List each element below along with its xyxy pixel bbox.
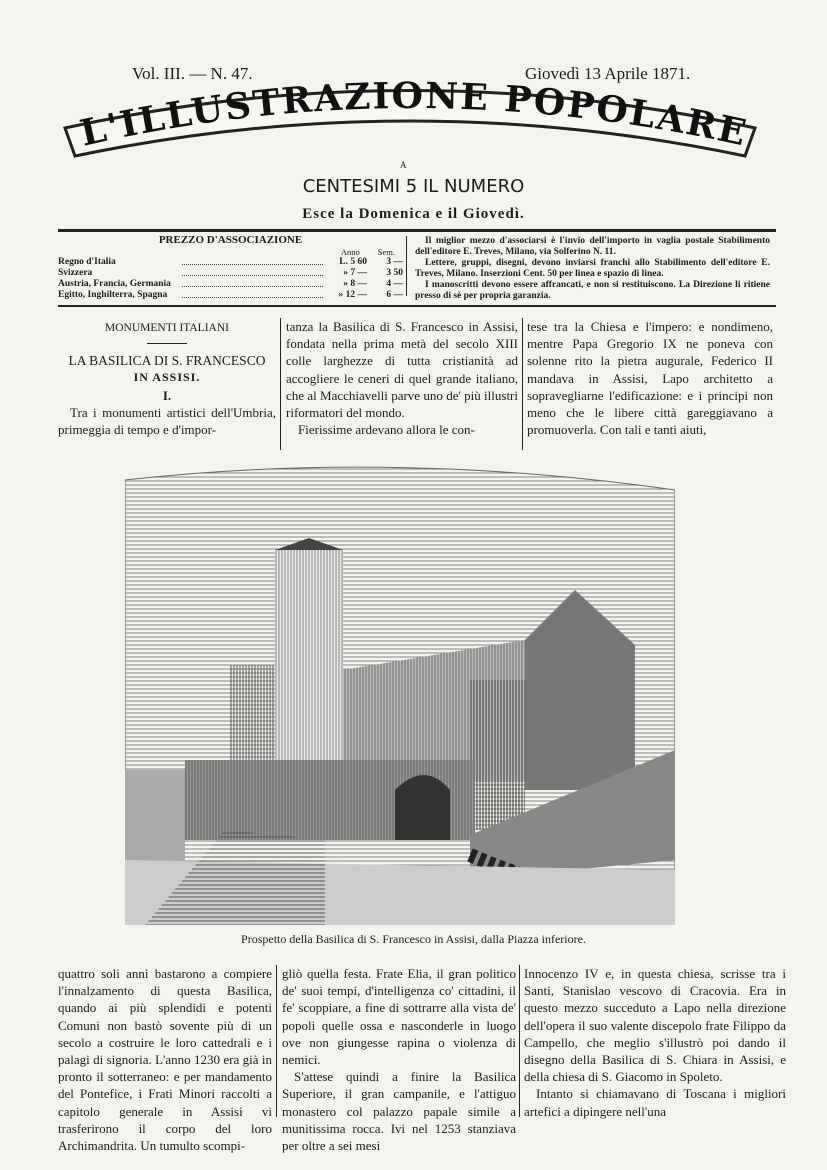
notice: Il miglior mezzo d'associarsi è l'invio dell'importo in vaglia postale Stabilimento dell'editore E. Treves, Milano, via Solferino N. 11.: [415, 236, 770, 257]
masthead-banner: [55, 78, 765, 158]
article-subtitle: IN ASSISI.: [133, 370, 201, 385]
divider: [58, 305, 776, 307]
divider: [276, 965, 277, 1117]
article-column-1: [58, 320, 276, 438]
semester-price: 6 —: [386, 290, 403, 300]
bottom-column-3: [524, 965, 786, 1120]
bottom-column-2: [282, 965, 516, 1154]
paragraph: quattro soli anni bastarono a compiere l'innalzamento di questa Basilica, quando ai più splendidi e potenti Comuni non bastò sovente più di un secolo a costruire le loro cattedrali e i palagi di signoria. L'anno 1230 era già in pronto il sotterraneo: e per mandamento del Pontefice, i Frati Minori raccolti a capitolo generale in Assisi vi trasferirono il corpo del loro Archimandrita. Un tumulto scompi-: [58, 966, 272, 1154]
paragraph: Intanto si chiamavano di Toscana i migliori artefici a dipingere nell'una: [524, 1086, 786, 1119]
schedule-line: Esce la Domenica e il Giovedì.: [302, 206, 525, 222]
issue-date: Giovedì 13 Aprile 1871.: [525, 64, 691, 83]
semester-price: 4 —: [386, 279, 403, 289]
paragraph: Tra i monumenti artistici dell'Umbria, primeggia di tempo e d'impor-: [58, 404, 276, 438]
region: Svizzera: [58, 268, 93, 278]
year-price: L. 5 60: [339, 257, 367, 267]
divider: [519, 965, 520, 1117]
section-heading: MONUMENTI ITALIANI: [105, 322, 229, 334]
masthead-a: A: [400, 160, 407, 170]
notices: [415, 236, 770, 302]
divider: [522, 318, 523, 450]
region: Regno d'Italia: [58, 257, 116, 267]
subscription-row: [58, 279, 403, 290]
article-column-2: [286, 318, 518, 438]
volume-number: Vol. III. — N. 47.: [132, 64, 253, 83]
paragraph: tanza la Basilica di S. Francesco in Assisi, fondata nella prima metà del secolo XIII colle larghezze di tutta cristianità ad accogliere le ceneri di quel grande italiano, che al Macchiavelli parve uno de' più illustri riformatori del mondo.: [286, 319, 518, 421]
paragraph: Fierissime ardevano allora le con-: [298, 422, 475, 438]
semester-price: 3 —: [386, 257, 403, 267]
image-caption: Prospetto della Basilica di S. Francesco in Assisi, dalla Piazza inferiore.: [241, 932, 586, 946]
region: Egitto, Inghilterra, Spagna: [58, 290, 168, 300]
col-sem: Sem.: [377, 247, 395, 257]
col-year: Anno: [340, 247, 360, 257]
semester-price: 3 50: [386, 268, 403, 278]
article-column-3: [527, 318, 773, 438]
subscription-row: [58, 257, 403, 268]
notice: Lettere, gruppi, disegni, devono inviarsi franchi allo Stabilimento dell'editore E. Treves, Milano. Inserzioni Cent. 50 per linea e spazio di linea.: [415, 258, 770, 279]
price-line: CENTESIMI 5 IL NUMERO: [302, 176, 525, 197]
article-title: LA BASILICA DI S. FRANCESCO: [68, 353, 266, 369]
paragraph: S'attese quindi a finire la Basilica Superiore, il gran campanile, e l'attiguo monastero col palazzo papale simile a munitissima rocca. Ivi nel 1253 stanziava per oltre a sei mesi: [282, 1069, 516, 1154]
divider: [58, 229, 776, 232]
subscription-row: [58, 268, 403, 279]
year-price: » 12 —: [338, 290, 367, 300]
divider: [406, 236, 407, 296]
paragraph: gliò quella festa. Frate Elia, il gran politico de' suoi tempi, d'intelligenza co' cittadini, il fe' scoppiare, a fine di sottrarre alla vista de' popoli quelle ossa e nasconderle in luogo ove non giungesse rapina o violenza di nemici.: [282, 966, 516, 1068]
masthead-title: L'ILLUSTRAZIONE POPOLARE: [76, 78, 752, 155]
paragraph: tese tra la Chiesa e l'impero: e nondimeno, mentre Papa Gregorio IX ne poneva con solenne rito la pietra augurale, Federico II mandava in Assisi, Lapo architetto a sopravegliarne l'edificazione: e i principi non meno che le libere città gareggiavano a promuoverla. Con tali e tanti aiuti,: [527, 319, 773, 438]
subscription-row: [58, 290, 403, 301]
divider: [280, 318, 281, 450]
notice: I manoscritti devono essere affrancati, e non si restituiscono. La Direzione li ritiene presso di sè per propria garanzia.: [415, 280, 770, 301]
basilica-engraving: [125, 460, 675, 925]
part-number: I.: [162, 387, 172, 403]
region: Austria, Francia, Germania: [58, 279, 171, 289]
year-price: » 8 —: [343, 279, 367, 289]
paragraph: Innocenzo IV e, in questa chiesa, scrisse tra i Santi, Stanislao vescovo di Cracovia. Era in questo mezzo succeduto a Lapo nella direzione dell'opera il suo valente discepolo frate Filippo da Campello, che meglio s'illustrò poi dando il disegno della Basilica di S. Chiara in Assisi, e della chiesa di S. Giacomo in Spoleto.: [524, 966, 786, 1085]
subscription-heading: PREZZO D'ASSOCIAZIONE: [158, 234, 303, 246]
bottom-column-1: [58, 965, 272, 1154]
year-price: » 7 —: [343, 268, 367, 278]
subscription-table: [58, 234, 403, 301]
